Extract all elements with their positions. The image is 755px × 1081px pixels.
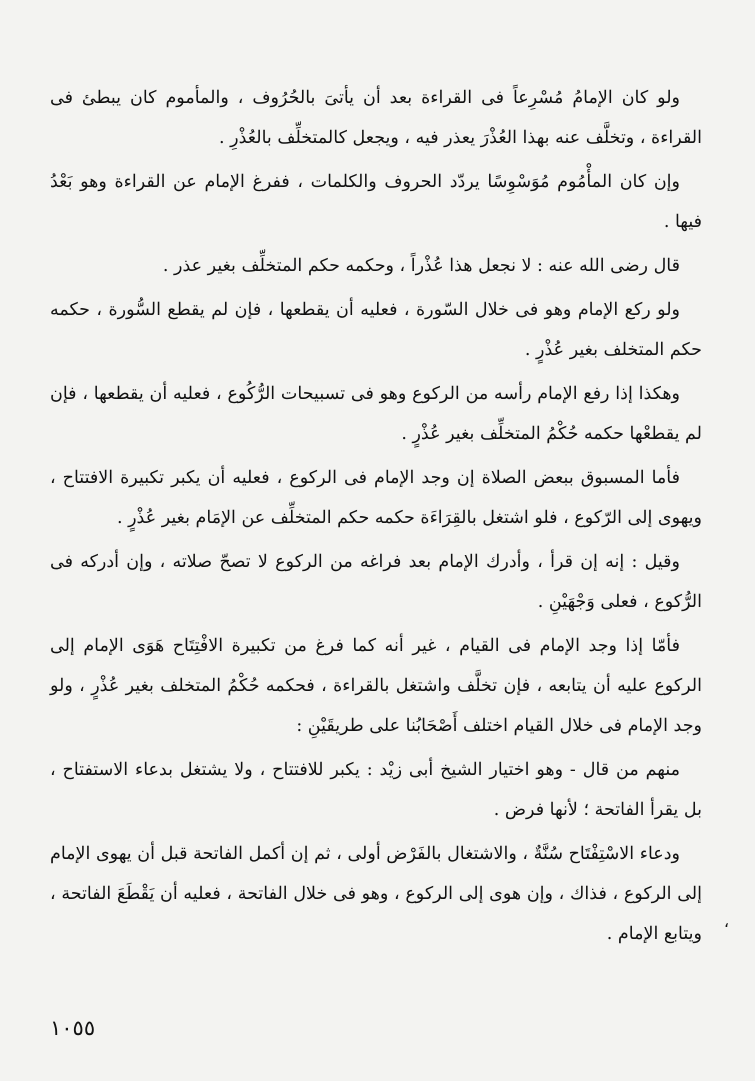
paragraph-10: ودعاء الاسْتِفْتَاح سُنَّةٌ ، والاشتغال بالفَرْض أولى ، ثم إن أكمل الفاتحة قبل أن يهوى الإمام إلى الركوع ، فذاك ، وإن هوى إلى الركوع ، وهو فى خلال الفاتحة ، فعليه أن يَقْطَعَ الفاتحة ، ويتابع الإمام . <box>50 844 702 944</box>
body-text <box>50 78 702 958</box>
margin-mark: ، <box>723 912 729 931</box>
paragraph-9: منهم من قال - وهو اختيار الشيخ أبى زيْد : يكبر للافتتاح ، ولا يشتغل بدعاء الاستفتاح ، بل يقرأ الفاتحة ؛ لأنها فرض . <box>50 760 702 820</box>
paragraph-6: فأما المسبوق ببعض الصلاة إن وجد الإمام فى الركوع ، فعليه أن يكبر تكبيرة الافتتاح ، ويهوى إلى الرّكوع ، فلو اشتغل بالقِرَاءَة حكمه حكم المتخلِّف عن الإمَام بغير عُذْرٍ . <box>50 468 702 528</box>
paragraph-1: ولو كان الإمامُ مُسْرِعاً فى القراءة بعد أن يأتىَ بالحُرُوف ، والمأموم كان يبطئ فى القراءة ، وتخلَّف عنه بهذا العُذْرَ يعذر فيه ، ويجعل كالمتخلِّف بالعُذْرِ . <box>50 88 702 148</box>
paragraph-4: ولو ركع الإمام وهو فى خلال السّورة ، فعليه أن يقطعها ، فإن لم يقطع السُّورة ، حكمه حكم المتخلف بغير عُذْرٍ . <box>50 300 702 360</box>
paragraph-8: فأمّا إذا وجد الإمام فى القيام ، غير أنه كما فرغ من تكبيرة الافْتِتَاح هَوَى الإمام إلى الركوع عليه أن يتابعه ، فإن تخلَّف واشتغل بالقراءة ، فحكمه حُكْمُ المتخلف بغير عُذْرٍ ، ولو وجد الإمام فى خلال القيام اختلف أَصْحَابُنا على طريقَيْنِ : <box>50 636 702 736</box>
paragraph-5: وهكذا إذا رفع الإمام رأسه من الركوع وهو فى تسبيحات الرُّكُوع ، فعليه أن يقطعها ، فإن لم يقطعْها حكمه حُكْمُ المتخلِّف بغير عُذْرٍ . <box>50 384 702 444</box>
paragraph-2: وإن كان المأْمُوم مُوَسْوِسًا يردّد الحروف والكلمات ، ففرغ الإمام عن القراءة وهو بَعْدُ فيها . <box>50 172 702 232</box>
paragraph-3: قال رضى الله عنه : لا نجعل هذا عُذْراً ، وحكمه حكم المتخلِّف بغير عذر . <box>162 256 680 276</box>
page-number: ١٠٥٥ <box>50 1016 96 1040</box>
paragraph-7: وقيل : إنه إن قرأ ، وأدرك الإمام بعد فراغه من الركوع لا تصحّ صلاته ، وإن أدركه فى الرُّكوع ، فعلى وَجْهَيْنِ . <box>50 552 702 612</box>
